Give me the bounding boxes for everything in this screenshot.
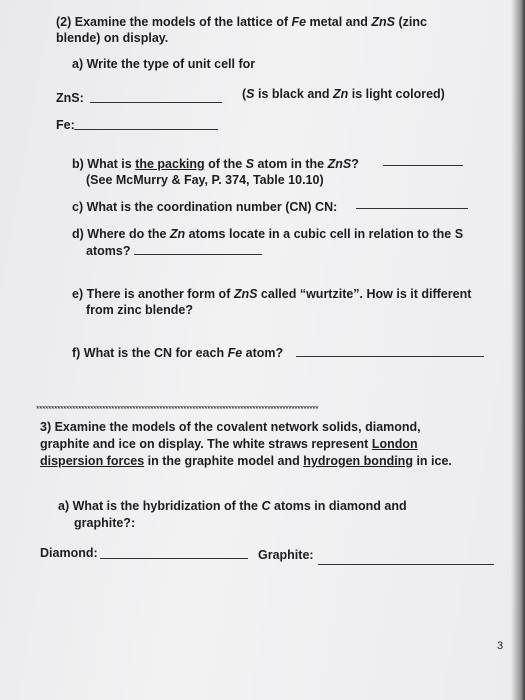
q2c-answer-line[interactable] [356, 208, 468, 209]
q2c-prompt: c) What is the coordination number (CN) CN: [72, 200, 338, 214]
fe-label: Fe: [56, 118, 75, 132]
q2a-prompt: a) Write the type of unit cell for [72, 57, 256, 71]
q2f-prompt: f) What is the CN for each Fe atom? [72, 346, 284, 360]
q3-intro-line1: 3) Examine the models of the covalent network solids, diamond, [40, 420, 421, 434]
q2f-answer-line[interactable] [296, 356, 484, 357]
q2-intro-line2: blende) on display. [56, 31, 169, 45]
color-note: (S is black and Zn is light colored) [242, 87, 445, 101]
graphite-answer-line[interactable] [318, 564, 494, 565]
fe-answer-line[interactable] [74, 129, 218, 130]
q2b-prompt: b) What is the packing of the S atom in the ZnS? [72, 157, 359, 171]
asterisk-divider: ********************************************************************************************** [36, 406, 319, 412]
zns-label: ZnS: [56, 91, 84, 105]
graphite-label: Graphite: [258, 548, 314, 562]
q2d-prompt: d) Where do the Zn atoms locate in a cubic cell in relation to the S [72, 227, 464, 241]
q2b-reference: (See McMurry & Fay, P. 374, Table 10.10) [86, 173, 324, 187]
zns-answer-line[interactable] [90, 102, 222, 103]
q2-intro-line1: (2) Examine the models of the lattice of Fe metal and ZnS (zinc [56, 15, 427, 29]
page-edge-shadow [511, 0, 525, 700]
q2d-answer-line[interactable] [134, 254, 262, 255]
q3-intro-line3: dispersion forces in the graphite model and hydrogen bonding in ice. [40, 454, 452, 468]
q3-intro-line2: graphite and ice on display. The white straws represent London [40, 437, 418, 451]
page-number: 3 [497, 640, 504, 652]
diamond-label: Diamond: [40, 546, 98, 560]
q3a-prompt-line2: graphite?: [74, 516, 136, 530]
q2e-prompt-line2: from zinc blende? [86, 303, 193, 317]
q2e-prompt: e) There is another form of ZnS called “wurtzite”. How is it different [72, 287, 472, 301]
diamond-answer-line[interactable] [100, 558, 248, 559]
q2b-answer-line[interactable] [383, 165, 463, 166]
q3a-prompt: a) What is the hybridization of the C atoms in diamond and [58, 499, 407, 513]
q2d-prompt-line2: atoms? [86, 244, 131, 258]
